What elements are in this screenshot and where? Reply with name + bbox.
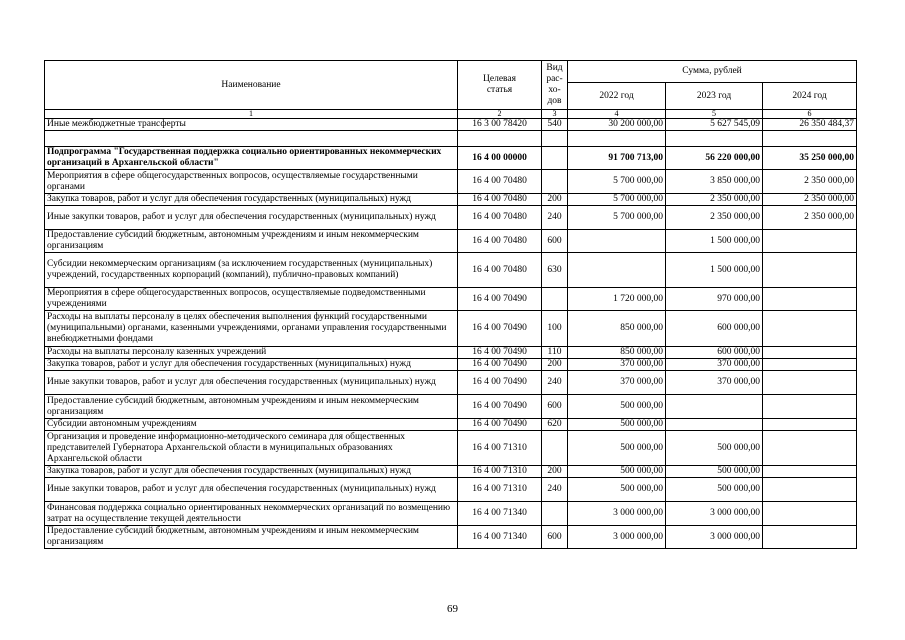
row-sum-2023: 500 000,00	[666, 466, 763, 478]
row-name: Предоставление субсидий бюджетным, автономным учреждениям и иным некоммерческим организациям	[45, 230, 458, 253]
row-target-article: 16 4 00 70490	[458, 359, 542, 371]
table-row	[45, 466, 857, 478]
row-sum-2022: 1 720 000,00	[568, 288, 666, 311]
row-name: Предоставление субсидий бюджетным, автономным учреждениям и иным некоммерческим организациям	[45, 526, 458, 549]
row-expense-kind: 630	[542, 253, 568, 288]
row-name: Мероприятия в сфере общегосударственных вопросов, осуществляемые подведомственными учреждениями	[45, 288, 458, 311]
row-target-article: 16 4 00 70480	[458, 194, 542, 206]
row-expense-kind: 600	[542, 526, 568, 549]
row-target-article: 16 4 00 70480	[458, 170, 542, 194]
row-sum-2023: 500 000,00	[666, 478, 763, 502]
row-name: Субсидии некоммерческим организациям (за исключением государственных (муниципальных) учреждений, государственных корпораций (компаний), публично-правовых компаний)	[45, 253, 458, 288]
row-expense-kind: 110	[542, 347, 568, 359]
row-sum-2024: 2 350 000,00	[763, 206, 857, 230]
row-target-article: 16 4 00 70490	[458, 347, 542, 359]
row-sum-2022: 850 000,00	[568, 347, 666, 359]
row-expense-kind: 240	[542, 478, 568, 502]
row-expense-kind	[542, 502, 568, 526]
row-sum-2024	[763, 478, 857, 502]
table-row	[45, 419, 857, 431]
row-target-article: 16 4 00 70490	[458, 371, 542, 395]
row-sum-2023	[666, 131, 763, 147]
table-row	[45, 431, 857, 466]
row-target-article	[458, 131, 542, 147]
row-name: Финансовая поддержка социально ориентированных некоммерческих организаций по возмещению затрат на осуществление текущей деятельности	[45, 502, 458, 526]
header-target-article: Целевая статья	[458, 61, 542, 110]
table-row	[45, 347, 857, 359]
row-sum-2024: 2 350 000,00	[763, 170, 857, 194]
row-expense-kind	[542, 131, 568, 147]
table-row	[45, 131, 857, 147]
table-row	[45, 502, 857, 526]
row-sum-2024: 35 250 000,00	[763, 147, 857, 170]
row-sum-2024	[763, 466, 857, 478]
table-row	[45, 230, 857, 253]
row-sum-2024	[763, 502, 857, 526]
row-sum-2024	[763, 230, 857, 253]
row-target-article: 16 4 00 70490	[458, 288, 542, 311]
row-sum-2024	[763, 526, 857, 549]
row-expense-kind: 240	[542, 206, 568, 230]
row-expense-kind: 600	[542, 230, 568, 253]
row-sum-2023: 1 500 000,00	[666, 253, 763, 288]
table-row	[45, 170, 857, 194]
row-sum-2024	[763, 288, 857, 311]
row-target-article: 16 4 00 70480	[458, 230, 542, 253]
header-expense-kind	[542, 61, 568, 110]
row-expense-kind: 600	[542, 395, 568, 419]
row-name: Закупка товаров, работ и услуг для обеспечения государственных (муниципальных) нужд	[45, 466, 458, 478]
row-expense-kind: 240	[542, 371, 568, 395]
row-sum-2022: 5 700 000,00	[568, 170, 666, 194]
row-sum-2023: 970 000,00	[666, 288, 763, 311]
row-target-article: 16 3 00 78420	[458, 119, 542, 131]
row-sum-2023: 56 220 000,00	[666, 147, 763, 170]
row-sum-2024	[763, 311, 857, 347]
row-target-article: 16 4 00 71310	[458, 431, 542, 466]
row-sum-2022: 30 200 000,00	[568, 119, 666, 131]
row-target-article: 16 4 00 70490	[458, 395, 542, 419]
column-number: 2	[458, 110, 542, 119]
row-expense-kind: 540	[542, 119, 568, 131]
row-expense-kind: 200	[542, 466, 568, 478]
row-sum-2023: 2 350 000,00	[666, 194, 763, 206]
table-row	[45, 395, 857, 419]
row-sum-2024	[763, 253, 857, 288]
row-name: Иные закупки товаров, работ и услуг для обеспечения государственных (муниципальных) нужд	[45, 371, 458, 395]
row-name: Закупка товаров, работ и услуг для обеспечения государственных (муниципальных) нужд	[45, 359, 458, 371]
row-sum-2022: 5 700 000,00	[568, 194, 666, 206]
row-sum-2022: 500 000,00	[568, 431, 666, 466]
row-sum-2023: 500 000,00	[666, 431, 763, 466]
header-expense-kind-line1: Вид	[546, 63, 563, 73]
row-sum-2024: 26 350 484,37	[763, 119, 857, 131]
table-row	[45, 311, 857, 347]
header-sum: Сумма, рублей	[568, 61, 857, 83]
row-sum-2023: 1 500 000,00	[666, 230, 763, 253]
header-name: Наименование	[45, 61, 458, 110]
header-expense-kind-line4: дов	[547, 96, 562, 106]
row-sum-2023: 370 000,00	[666, 359, 763, 371]
row-expense-kind: 200	[542, 359, 568, 371]
table-row	[45, 359, 857, 371]
row-sum-2022: 500 000,00	[568, 395, 666, 419]
row-sum-2022: 5 700 000,00	[568, 206, 666, 230]
row-sum-2022: 500 000,00	[568, 466, 666, 478]
table-row	[45, 253, 857, 288]
table-row	[45, 526, 857, 549]
row-name: Организация и проведение информационно-методического семинара для общественных представителей Губернатора Архангельской области в муниципальных образованиях Архангельской области	[45, 431, 458, 466]
row-name: Мероприятия в сфере общегосударственных вопросов, осуществляемые государственными органами	[45, 170, 458, 194]
row-sum-2024	[763, 359, 857, 371]
row-sum-2024	[763, 395, 857, 419]
row-sum-2022: 370 000,00	[568, 359, 666, 371]
row-target-article: 16 4 00 00000	[458, 147, 542, 170]
table-row	[45, 206, 857, 230]
column-number: 1	[45, 110, 458, 119]
row-name: Закупка товаров, работ и услуг для обеспечения государственных (муниципальных) нужд	[45, 194, 458, 206]
column-number: 4	[568, 110, 666, 119]
row-sum-2024	[763, 419, 857, 431]
row-name: Иные межбюджетные трансферты	[45, 119, 458, 131]
row-sum-2022: 850 000,00	[568, 311, 666, 347]
table-row	[45, 119, 857, 131]
row-target-article: 16 4 00 70480	[458, 206, 542, 230]
row-expense-kind	[542, 170, 568, 194]
row-sum-2022: 370 000,00	[568, 371, 666, 395]
header-year-2023: 2023 год	[666, 83, 763, 110]
header-year-2022: 2022 год	[568, 83, 666, 110]
row-name: Расходы на выплаты персоналу в целях обеспечения выполнения функций государственными (муниципальными) органами, казенными учреждениями, органами управления государственными внебюджетными фондами	[45, 311, 458, 347]
row-expense-kind	[542, 431, 568, 466]
column-number: 3	[542, 110, 568, 119]
table-row	[45, 194, 857, 206]
row-target-article: 16 4 00 71340	[458, 502, 542, 526]
row-sum-2024: 2 350 000,00	[763, 194, 857, 206]
row-target-article: 16 4 00 71340	[458, 526, 542, 549]
row-sum-2022	[568, 253, 666, 288]
row-name: Расходы на выплаты персоналу казенных учреждений	[45, 347, 458, 359]
row-sum-2022	[568, 131, 666, 147]
row-target-article: 16 4 00 70480	[458, 253, 542, 288]
row-target-article: 16 4 00 70490	[458, 419, 542, 431]
row-expense-kind: 100	[542, 311, 568, 347]
row-expense-kind	[542, 147, 568, 170]
row-sum-2022: 91 700 713,00	[568, 147, 666, 170]
page-number: 69	[447, 603, 458, 615]
row-sum-2022: 3 000 000,00	[568, 502, 666, 526]
table-row	[45, 478, 857, 502]
row-sum-2023: 2 350 000,00	[666, 206, 763, 230]
row-name: Предоставление субсидий бюджетным, автономным учреждениям и иным некоммерческим организациям	[45, 395, 458, 419]
row-sum-2024	[763, 371, 857, 395]
row-name	[45, 131, 458, 147]
table-row	[45, 288, 857, 311]
row-sum-2023: 3 850 000,00	[666, 170, 763, 194]
table-row	[45, 371, 857, 395]
row-sum-2024	[763, 131, 857, 147]
row-sum-2023: 370 000,00	[666, 371, 763, 395]
row-target-article: 16 4 00 70490	[458, 311, 542, 347]
row-name: Подпрограмма "Государственная поддержка социально ориентированных некоммерческих организаций в Архангельской области"	[45, 147, 458, 170]
row-sum-2022: 500 000,00	[568, 419, 666, 431]
header-expense-kind-line2: рас-	[546, 74, 563, 84]
row-sum-2023	[666, 419, 763, 431]
row-sum-2022	[568, 230, 666, 253]
row-sum-2024	[763, 347, 857, 359]
row-sum-2023: 5 627 545,09	[666, 119, 763, 131]
table-row	[45, 147, 857, 170]
row-sum-2023	[666, 395, 763, 419]
row-expense-kind	[542, 288, 568, 311]
row-name: Иные закупки товаров, работ и услуг для обеспечения государственных (муниципальных) нужд	[45, 206, 458, 230]
row-sum-2022: 500 000,00	[568, 478, 666, 502]
row-name: Субсидии автономным учреждениям	[45, 419, 458, 431]
row-sum-2022: 3 000 000,00	[568, 526, 666, 549]
row-expense-kind: 200	[542, 194, 568, 206]
column-number: 6	[763, 110, 857, 119]
row-sum-2023: 600 000,00	[666, 347, 763, 359]
row-sum-2024	[763, 431, 857, 466]
row-sum-2023: 3 000 000,00	[666, 526, 763, 549]
row-sum-2023: 3 000 000,00	[666, 502, 763, 526]
row-target-article: 16 4 00 71310	[458, 466, 542, 478]
row-expense-kind: 620	[542, 419, 568, 431]
row-sum-2023: 600 000,00	[666, 311, 763, 347]
column-number: 5	[666, 110, 763, 119]
budget-table	[44, 60, 857, 549]
row-name: Иные закупки товаров, работ и услуг для обеспечения государственных (муниципальных) нужд	[45, 478, 458, 502]
header-expense-kind-line3: хо-	[548, 85, 561, 95]
header-year-2024: 2024 год	[763, 83, 857, 110]
row-target-article: 16 4 00 71310	[458, 478, 542, 502]
